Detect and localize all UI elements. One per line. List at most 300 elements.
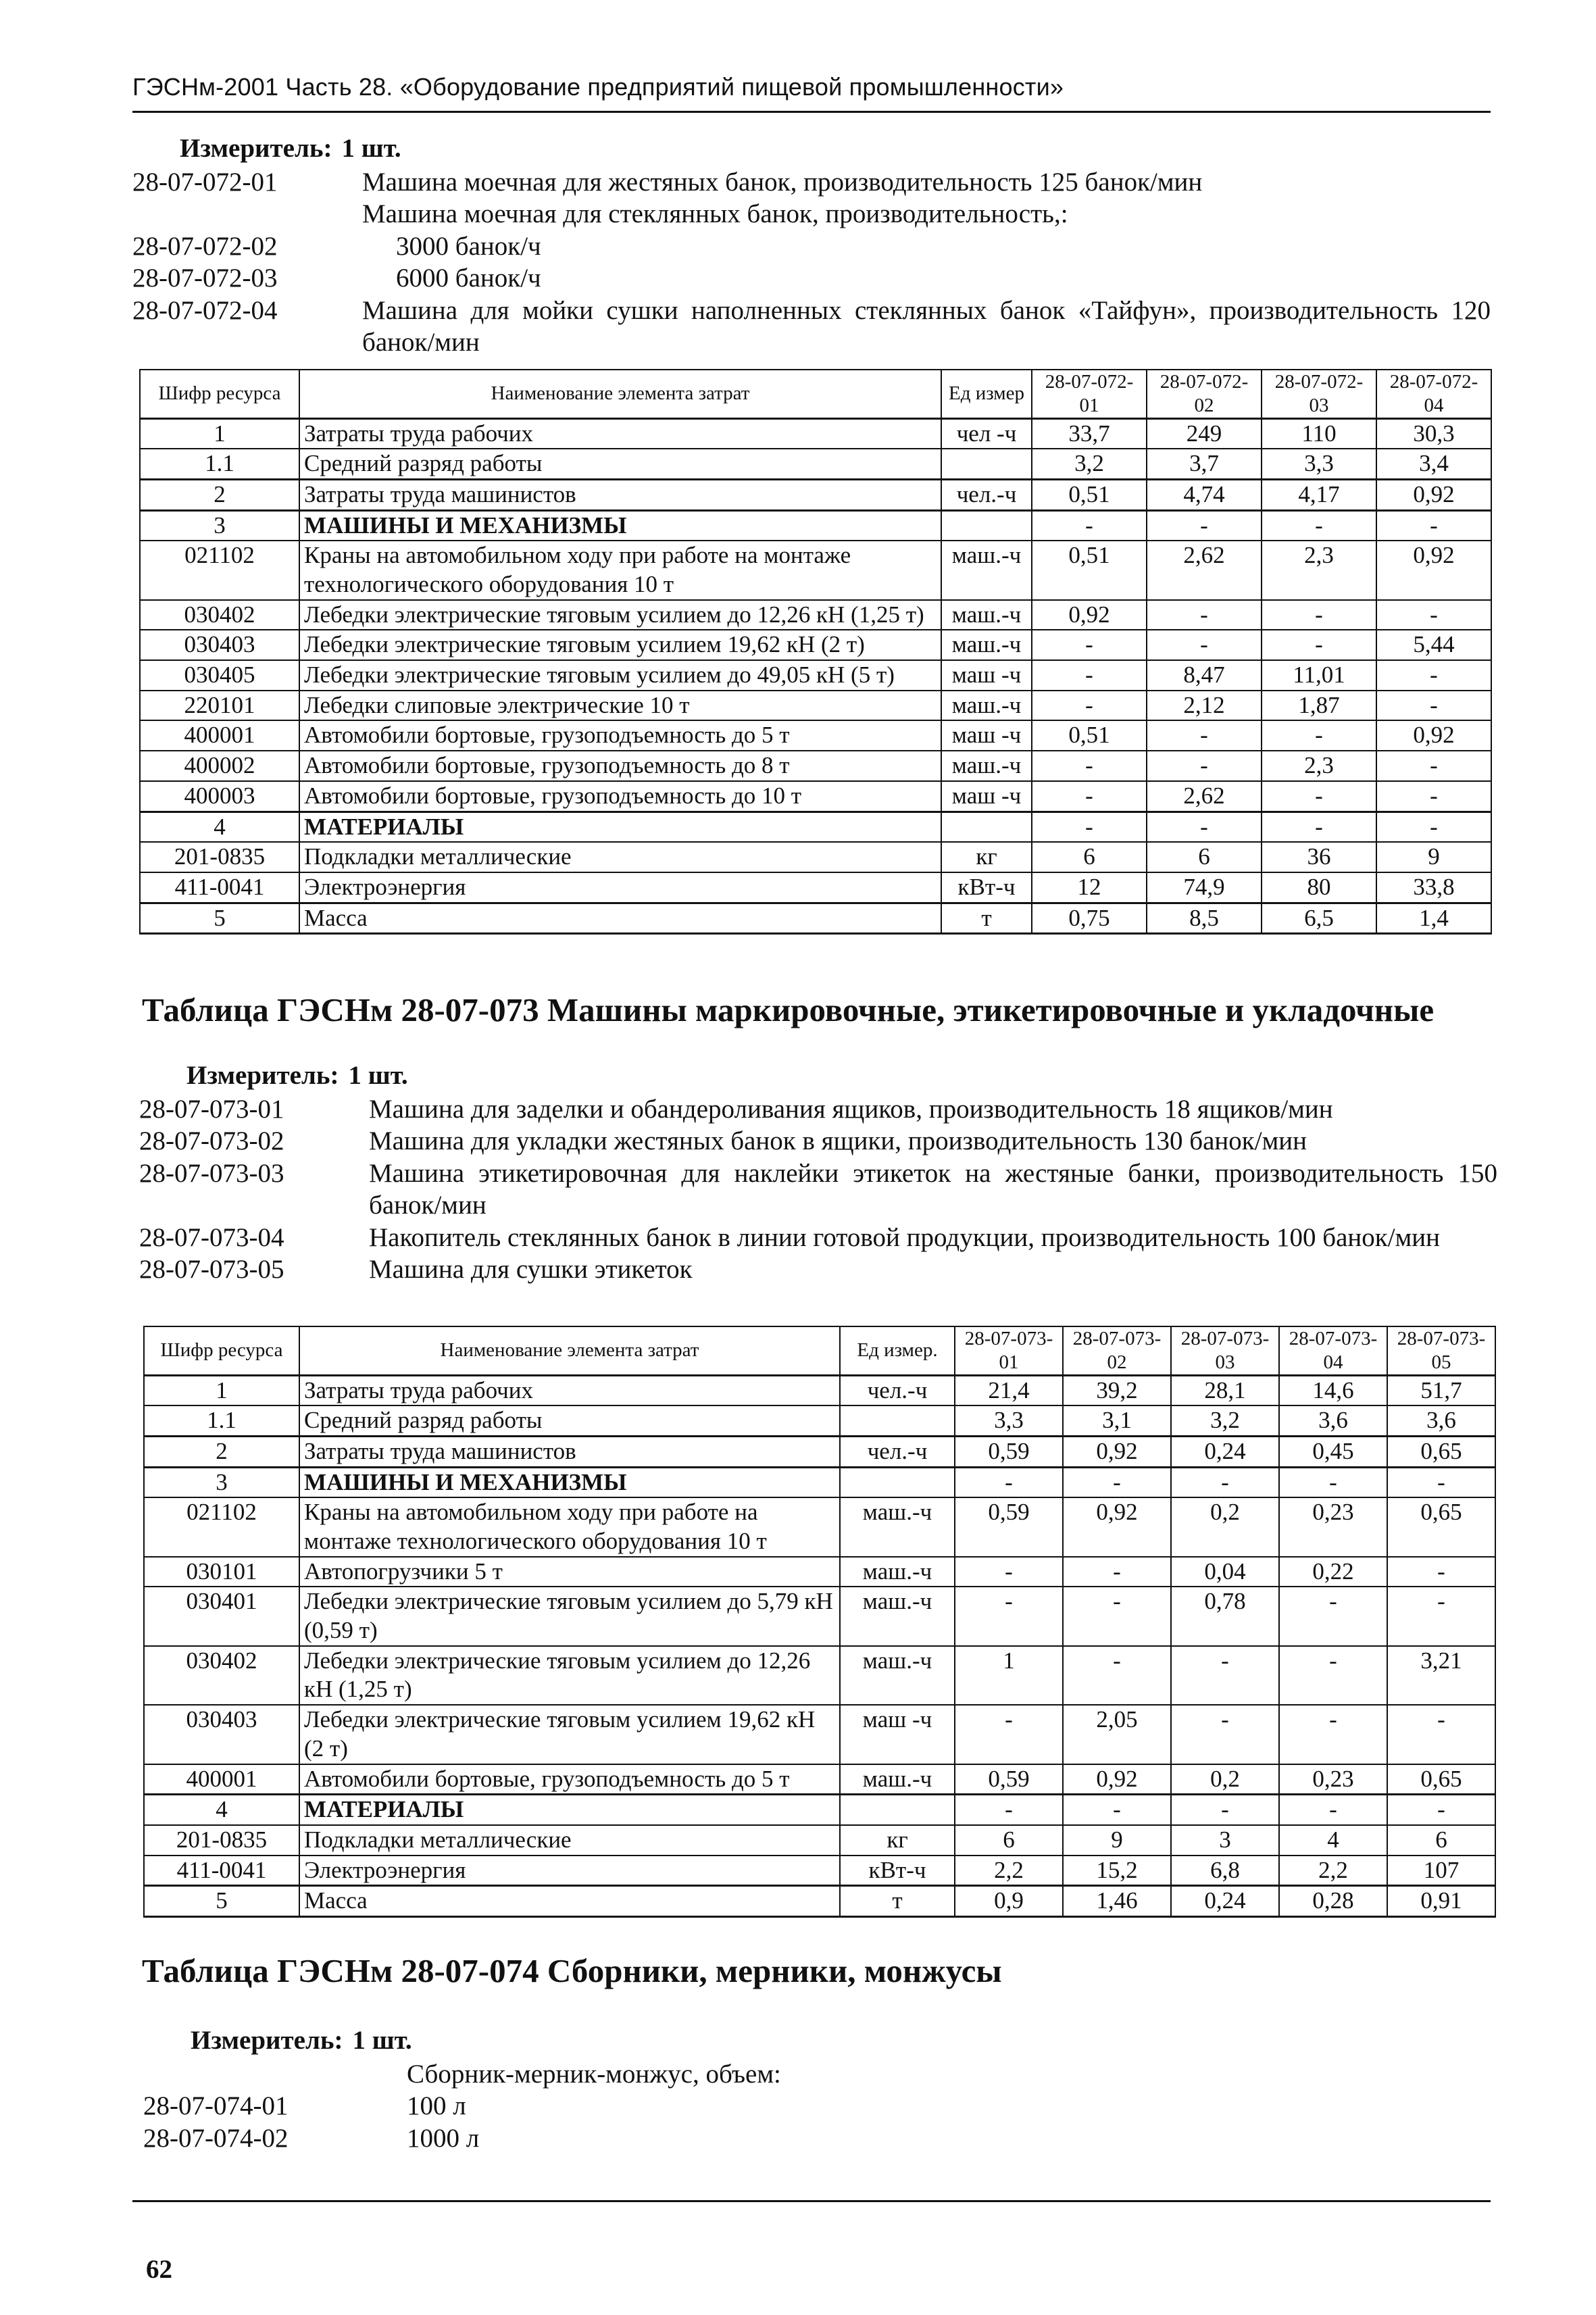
unit-cell: маш.-ч bbox=[840, 1587, 955, 1645]
unit-cell bbox=[840, 1467, 955, 1497]
item-description: Сборник-мерник-монжус, объем: bbox=[407, 2059, 781, 2089]
value-cell: 1,4 bbox=[1376, 903, 1491, 934]
meter-line bbox=[143, 2024, 1501, 2057]
item-row bbox=[132, 198, 1491, 230]
meter-label: Измеритель: bbox=[191, 2026, 343, 2055]
cost-element-cell: Лебедки электрические тяговым усилием 19,62 кН (2 т) bbox=[299, 630, 941, 660]
value-cell: - bbox=[1387, 1557, 1495, 1587]
value-cell: - bbox=[955, 1467, 1063, 1497]
value-cell: - bbox=[1262, 630, 1376, 660]
value-cell: 2,62 bbox=[1147, 781, 1262, 812]
value-cell: - bbox=[1147, 751, 1262, 781]
value-cell: - bbox=[1147, 630, 1262, 660]
value-cell: 0,51 bbox=[1032, 720, 1147, 751]
value-cell: 0,92 bbox=[1063, 1436, 1171, 1467]
value-cell: - bbox=[955, 1705, 1063, 1764]
column-header: 28-07-072-03 bbox=[1262, 370, 1376, 418]
table-row bbox=[140, 660, 1491, 691]
table-073-title: Таблица ГЭСНм 28-07-073 Машины маркировочные, этикетировочные и укладочные bbox=[142, 991, 1435, 1028]
item-description: Машина для мойки сушки наполненных стеклянных банок «Тайфун», производительность 120 банок/мин bbox=[362, 295, 1491, 357]
item-row bbox=[143, 2058, 1501, 2091]
cost-element-cell: Затраты труда рабочих bbox=[299, 418, 941, 449]
unit-cell: маш -ч bbox=[941, 781, 1032, 812]
cost-element-cell: Подкладки металлические bbox=[299, 1825, 840, 1856]
value-cell: 0,9 bbox=[955, 1886, 1063, 1917]
value-cell: 0,75 bbox=[1032, 903, 1147, 934]
table-row bbox=[144, 1467, 1495, 1497]
value-cell: 0,59 bbox=[955, 1436, 1063, 1467]
unit-cell: маш.-ч bbox=[840, 1497, 955, 1556]
value-cell: - bbox=[1262, 600, 1376, 630]
value-cell: - bbox=[955, 1795, 1063, 1825]
table-row bbox=[140, 691, 1491, 721]
value-cell: 14,6 bbox=[1279, 1375, 1387, 1405]
resource-code-cell: 030403 bbox=[144, 1705, 299, 1764]
value-cell: 4,74 bbox=[1147, 479, 1262, 510]
item-code: 28-07-073-04 bbox=[139, 1222, 284, 1252]
table-row bbox=[140, 600, 1491, 630]
value-cell: - bbox=[1387, 1587, 1495, 1645]
table-row bbox=[140, 630, 1491, 660]
item-code: 28-07-072-02 bbox=[132, 231, 278, 261]
resource-code-cell: 1.1 bbox=[140, 449, 299, 479]
table-row bbox=[144, 1587, 1495, 1645]
value-cell: 0,24 bbox=[1171, 1886, 1279, 1917]
item-row bbox=[143, 2122, 1501, 2155]
value-cell: 6 bbox=[955, 1825, 1063, 1856]
section-072-description bbox=[132, 132, 1491, 359]
value-cell: - bbox=[1279, 1705, 1387, 1764]
value-cell: - bbox=[1032, 751, 1147, 781]
table-row bbox=[140, 751, 1491, 781]
value-cell: 1,46 bbox=[1063, 1886, 1171, 1917]
value-cell: 8,47 bbox=[1147, 660, 1262, 691]
resource-code-cell: 3 bbox=[140, 510, 299, 541]
value-cell: - bbox=[1171, 1467, 1279, 1497]
item-description: Машина для укладки жестяных банок в ящики, производительность 130 банок/мин bbox=[369, 1126, 1307, 1156]
table-row bbox=[144, 1856, 1495, 1886]
value-cell: - bbox=[1171, 1795, 1279, 1825]
cost-element-cell: Масса bbox=[299, 903, 941, 934]
value-cell: - bbox=[1032, 660, 1147, 691]
cost-element-cell: Автопогрузчики 5 т bbox=[299, 1557, 840, 1587]
resource-code-cell: 1 bbox=[144, 1375, 299, 1405]
value-cell: - bbox=[1063, 1587, 1171, 1645]
meter-unit: 1 шт. bbox=[341, 134, 401, 163]
cost-element-cell: Затраты труда машинистов bbox=[299, 479, 941, 510]
item-description: Машина для сушки этикеток bbox=[369, 1255, 693, 1285]
resource-code-cell: 411-0041 bbox=[144, 1856, 299, 1886]
cost-element-cell: МАШИНЫ И МЕХАНИЗМЫ bbox=[299, 510, 941, 541]
cost-element-cell: Подкладки металлические bbox=[299, 842, 941, 872]
resource-code-cell: 1.1 bbox=[144, 1405, 299, 1436]
value-cell: - bbox=[1279, 1467, 1387, 1497]
value-cell: 21,4 bbox=[955, 1375, 1063, 1405]
column-header: 28-07-073-01 bbox=[955, 1326, 1063, 1375]
value-cell: 110 bbox=[1262, 418, 1376, 449]
value-cell: 2,3 bbox=[1262, 541, 1376, 599]
table-row bbox=[144, 1825, 1495, 1856]
item-description: Машина этикетировочная для наклейки этикеток на жестяные банки, производительность 150 банок/мин bbox=[369, 1158, 1497, 1220]
meter-line bbox=[132, 132, 1491, 165]
resource-code-cell: 201-0835 bbox=[144, 1825, 299, 1856]
value-cell: 3,6 bbox=[1279, 1405, 1387, 1436]
resource-code-cell: 1 bbox=[140, 418, 299, 449]
value-cell: 6,5 bbox=[1262, 903, 1376, 934]
item-code: 28-07-072-01 bbox=[132, 167, 278, 197]
resource-code-cell: 5 bbox=[144, 1886, 299, 1917]
item-code: 28-07-074-01 bbox=[143, 2091, 289, 2121]
section-073-description bbox=[139, 1060, 1497, 1286]
column-header: Ед измер. bbox=[840, 1326, 955, 1375]
resource-code-cell: 400001 bbox=[140, 720, 299, 751]
value-cell: 3,1 bbox=[1063, 1405, 1171, 1436]
unit-cell: чел.-ч bbox=[840, 1436, 955, 1467]
resource-code-cell: 220101 bbox=[140, 691, 299, 721]
value-cell: 0,92 bbox=[1376, 541, 1491, 599]
value-cell: - bbox=[1262, 781, 1376, 812]
value-cell: 0,2 bbox=[1171, 1764, 1279, 1795]
item-row bbox=[139, 1253, 1497, 1286]
value-cell: 0,22 bbox=[1279, 1557, 1387, 1587]
unit-cell: маш.-ч bbox=[941, 541, 1032, 599]
item-description: 1000 л bbox=[407, 2123, 480, 2153]
value-cell: - bbox=[1147, 720, 1262, 751]
value-cell: 3,6 bbox=[1387, 1405, 1495, 1436]
unit-cell bbox=[840, 1405, 955, 1436]
table-row bbox=[144, 1795, 1495, 1825]
value-cell: 8,5 bbox=[1147, 903, 1262, 934]
value-cell: 4 bbox=[1279, 1825, 1387, 1856]
table-row bbox=[140, 720, 1491, 751]
column-header: 28-07-073-04 bbox=[1279, 1326, 1387, 1375]
table-row bbox=[140, 872, 1491, 903]
value-cell: 6 bbox=[1032, 842, 1147, 872]
footer-rule bbox=[132, 2200, 1491, 2202]
table-row bbox=[144, 1497, 1495, 1556]
column-header: 28-07-072-04 bbox=[1376, 370, 1491, 418]
value-cell: - bbox=[1147, 812, 1262, 842]
resource-code-cell: 411-0041 bbox=[140, 872, 299, 903]
section-074-description bbox=[143, 2024, 1501, 2154]
value-cell: 0,24 bbox=[1171, 1436, 1279, 1467]
cost-element-cell: Автомобили бортовые, грузоподъемность до 10 т bbox=[299, 781, 941, 812]
cost-element-cell: Автомобили бортовые, грузоподъемность до 5 т bbox=[299, 1764, 840, 1795]
table-row bbox=[144, 1705, 1495, 1764]
column-header: Шифр ресурса bbox=[140, 370, 299, 418]
unit-cell: чел.-ч bbox=[941, 479, 1032, 510]
column-header: Наименование элемента затрат bbox=[299, 1326, 840, 1375]
cost-element-cell: МАТЕРИАЛЫ bbox=[299, 812, 941, 842]
cost-element-cell: Краны на автомобильном ходу при работе на монтаже технологического оборудования 10 т bbox=[299, 1497, 840, 1556]
resource-code-cell: 030402 bbox=[144, 1646, 299, 1705]
resource-code-cell: 400002 bbox=[140, 751, 299, 781]
resource-code-cell: 5 bbox=[140, 903, 299, 934]
value-cell: 9 bbox=[1376, 842, 1491, 872]
column-header: 28-07-073-05 bbox=[1387, 1326, 1495, 1375]
unit-cell: кВт-ч bbox=[840, 1856, 955, 1886]
value-cell: - bbox=[1376, 812, 1491, 842]
item-description: 6000 банок/ч bbox=[396, 264, 541, 293]
value-cell: 0,23 bbox=[1279, 1497, 1387, 1556]
item-row bbox=[139, 1125, 1497, 1158]
value-cell: 0,92 bbox=[1376, 720, 1491, 751]
item-code bbox=[132, 198, 335, 230]
item-list bbox=[143, 2058, 1501, 2155]
item-description: Машина для заделки и обандероливания ящиков, производительность 18 ящиков/мин bbox=[369, 1094, 1333, 1124]
value-cell: 6 bbox=[1147, 842, 1262, 872]
value-cell: 28,1 bbox=[1171, 1375, 1279, 1405]
value-cell: - bbox=[1262, 812, 1376, 842]
value-cell: 2,2 bbox=[955, 1856, 1063, 1886]
item-description: 100 л bbox=[407, 2091, 466, 2121]
meter-label: Измеритель: bbox=[180, 134, 332, 163]
cost-element-cell: Электроэнергия bbox=[299, 872, 941, 903]
unit-cell bbox=[941, 449, 1032, 479]
table-row bbox=[140, 903, 1491, 934]
unit-cell: маш.-ч bbox=[840, 1557, 955, 1587]
table-row bbox=[140, 418, 1491, 449]
item-code: 28-07-072-04 bbox=[132, 295, 278, 325]
value-cell: 2,62 bbox=[1147, 541, 1262, 599]
table-row bbox=[140, 479, 1491, 510]
cost-element-cell: Автомобили бортовые, грузоподъемность до 5 т bbox=[299, 720, 941, 751]
value-cell: - bbox=[1032, 812, 1147, 842]
value-cell: - bbox=[1171, 1705, 1279, 1764]
table-row bbox=[144, 1405, 1495, 1436]
value-cell: - bbox=[1376, 691, 1491, 721]
unit-cell bbox=[840, 1795, 955, 1825]
value-cell: - bbox=[1147, 510, 1262, 541]
value-cell: - bbox=[1376, 781, 1491, 812]
table-072 bbox=[139, 369, 1492, 935]
resource-code-cell: 4 bbox=[144, 1795, 299, 1825]
cost-element-cell: Автомобили бортовые, грузоподъемность до 8 т bbox=[299, 751, 941, 781]
value-cell: - bbox=[1032, 510, 1147, 541]
column-header: Наименование элемента затрат bbox=[299, 370, 941, 418]
table-row bbox=[140, 842, 1491, 872]
table-row bbox=[140, 449, 1491, 479]
value-cell: 0,92 bbox=[1032, 600, 1147, 630]
item-row bbox=[139, 1093, 1497, 1126]
value-cell: 2,2 bbox=[1279, 1856, 1387, 1886]
value-cell: 1,87 bbox=[1262, 691, 1376, 721]
table-row bbox=[144, 1764, 1495, 1795]
value-cell: - bbox=[1171, 1646, 1279, 1705]
value-cell: 2,05 bbox=[1063, 1705, 1171, 1764]
meter-unit: 1 шт. bbox=[352, 2026, 412, 2055]
value-cell: 6,8 bbox=[1171, 1856, 1279, 1886]
value-cell: 51,7 bbox=[1387, 1375, 1495, 1405]
value-cell: 12 bbox=[1032, 872, 1147, 903]
value-cell: 0,59 bbox=[955, 1764, 1063, 1795]
value-cell: 80 bbox=[1262, 872, 1376, 903]
value-cell: 0,92 bbox=[1376, 479, 1491, 510]
value-cell: 3,2 bbox=[1032, 449, 1147, 479]
value-cell: 3,21 bbox=[1387, 1646, 1495, 1705]
value-cell: 11,01 bbox=[1262, 660, 1376, 691]
unit-cell: т bbox=[941, 903, 1032, 934]
value-cell: 0,51 bbox=[1032, 541, 1147, 599]
value-cell: - bbox=[1063, 1467, 1171, 1497]
unit-cell bbox=[941, 812, 1032, 842]
value-cell: 2,3 bbox=[1262, 751, 1376, 781]
header-rule bbox=[132, 111, 1491, 113]
column-header: 28-07-073-03 bbox=[1171, 1326, 1279, 1375]
item-code: 28-07-074-02 bbox=[143, 2123, 289, 2153]
value-cell: - bbox=[1279, 1646, 1387, 1705]
resource-code-cell: 2 bbox=[144, 1436, 299, 1467]
item-description: Накопитель стеклянных банок в линии готовой продукции, производительность 100 банок/мин bbox=[369, 1222, 1440, 1252]
resource-code-cell: 4 bbox=[140, 812, 299, 842]
table-073 bbox=[143, 1326, 1496, 1918]
resource-code-cell: 030401 bbox=[144, 1587, 299, 1645]
unit-cell: кг bbox=[840, 1825, 955, 1856]
item-row bbox=[132, 166, 1491, 199]
cost-element-cell: Лебедки слиповые электрические 10 т bbox=[299, 691, 941, 721]
value-cell: - bbox=[1387, 1467, 1495, 1497]
cost-element-cell: Электроэнергия bbox=[299, 1856, 840, 1886]
value-cell: 0,04 bbox=[1171, 1557, 1279, 1587]
table-row bbox=[144, 1436, 1495, 1467]
value-cell: 3 bbox=[1171, 1825, 1279, 1856]
unit-cell: чел -ч bbox=[941, 418, 1032, 449]
item-code: 28-07-073-02 bbox=[139, 1126, 284, 1156]
resource-code-cell: 400003 bbox=[140, 781, 299, 812]
column-header: 28-07-073-02 bbox=[1063, 1326, 1171, 1375]
unit-cell: маш.-ч bbox=[941, 751, 1032, 781]
cost-element-cell: Лебедки электрические тяговым усилием 19,62 кН (2 т) bbox=[299, 1705, 840, 1764]
value-cell: - bbox=[1063, 1557, 1171, 1587]
table-row bbox=[144, 1886, 1495, 1917]
value-cell: 36 bbox=[1262, 842, 1376, 872]
value-cell: 0,78 bbox=[1171, 1587, 1279, 1645]
value-cell: 1 bbox=[955, 1646, 1063, 1705]
value-cell: - bbox=[1279, 1795, 1387, 1825]
cost-element-cell: МАТЕРИАЛЫ bbox=[299, 1795, 840, 1825]
unit-cell: кВт-ч bbox=[941, 872, 1032, 903]
value-cell: - bbox=[1279, 1587, 1387, 1645]
item-code bbox=[143, 2058, 346, 2091]
value-cell: - bbox=[1032, 691, 1147, 721]
value-cell: 33,8 bbox=[1376, 872, 1491, 903]
resource-code-cell: 400001 bbox=[144, 1764, 299, 1795]
value-cell: - bbox=[1387, 1795, 1495, 1825]
item-row bbox=[139, 1158, 1497, 1222]
item-row bbox=[132, 262, 1491, 295]
value-cell: 3,3 bbox=[1262, 449, 1376, 479]
value-cell: 15,2 bbox=[1063, 1856, 1171, 1886]
resource-code-cell: 030101 bbox=[144, 1557, 299, 1587]
unit-cell: чел.-ч bbox=[840, 1375, 955, 1405]
item-code: 28-07-073-05 bbox=[139, 1255, 284, 1285]
value-cell: - bbox=[1032, 781, 1147, 812]
resource-code-cell: 030405 bbox=[140, 660, 299, 691]
page-number: 62 bbox=[146, 2255, 172, 2284]
value-cell: - bbox=[1376, 600, 1491, 630]
column-header: Ед измер bbox=[941, 370, 1032, 418]
value-cell: 4,17 bbox=[1262, 479, 1376, 510]
meter-label: Измеритель: bbox=[186, 1061, 339, 1090]
resource-code-cell: 201-0835 bbox=[140, 842, 299, 872]
item-description: 3000 банок/ч bbox=[396, 231, 541, 261]
table-header bbox=[144, 1326, 1495, 1375]
value-cell: 0,65 bbox=[1387, 1764, 1495, 1795]
value-cell: 5,44 bbox=[1376, 630, 1491, 660]
value-cell: 33,7 bbox=[1032, 418, 1147, 449]
table-074-title: Таблица ГЭСНм 28-07-074 Сборники, мерники, монжусы bbox=[142, 1952, 1002, 1989]
value-cell: - bbox=[1147, 600, 1262, 630]
item-description: Машина моечная для стеклянных банок, производительность,: bbox=[362, 199, 1068, 229]
item-code: 28-07-073-01 bbox=[139, 1094, 284, 1124]
cost-element-cell: Средний разряд работы bbox=[299, 1405, 840, 1436]
unit-cell: маш -ч bbox=[840, 1705, 955, 1764]
value-cell: 0,51 bbox=[1032, 479, 1147, 510]
cost-element-cell: Лебедки электрические тяговым усилием до 12,26 кН (1,25 т) bbox=[299, 1646, 840, 1705]
resource-code-cell: 021102 bbox=[144, 1497, 299, 1556]
resource-code-cell: 2 bbox=[140, 479, 299, 510]
table-row bbox=[140, 541, 1491, 599]
unit-cell: маш.-ч bbox=[840, 1764, 955, 1795]
column-header: Шифр ресурса bbox=[144, 1326, 299, 1375]
value-cell: 0,65 bbox=[1387, 1436, 1495, 1467]
item-description: Машина моечная для жестяных банок, производительность 125 банок/мин bbox=[362, 167, 1203, 197]
table-body bbox=[140, 418, 1491, 934]
value-cell: 39,2 bbox=[1063, 1375, 1171, 1405]
table-row bbox=[144, 1646, 1495, 1705]
table-row bbox=[144, 1557, 1495, 1587]
value-cell: 3,4 bbox=[1376, 449, 1491, 479]
cost-element-cell: Затраты труда рабочих bbox=[299, 1375, 840, 1405]
table-body bbox=[144, 1375, 1495, 1916]
value-cell: - bbox=[1063, 1795, 1171, 1825]
unit-cell: кг bbox=[941, 842, 1032, 872]
value-cell: 0,91 bbox=[1387, 1886, 1495, 1917]
item-row bbox=[132, 295, 1491, 359]
resource-code-cell: 021102 bbox=[140, 541, 299, 599]
column-header: 28-07-072-02 bbox=[1147, 370, 1262, 418]
cost-element-cell: Средний разряд работы bbox=[299, 449, 941, 479]
meter-unit: 1 шт. bbox=[348, 1061, 408, 1090]
cost-element-cell: Лебедки электрические тяговым усилием до 5,79 кН (0,59 т) bbox=[299, 1587, 840, 1645]
item-row bbox=[143, 2090, 1501, 2122]
value-cell: 6 bbox=[1387, 1825, 1495, 1856]
value-cell: - bbox=[1376, 751, 1491, 781]
value-cell: 0,23 bbox=[1279, 1764, 1387, 1795]
value-cell: 30,3 bbox=[1376, 418, 1491, 449]
value-cell: 0,2 bbox=[1171, 1497, 1279, 1556]
value-cell: - bbox=[1063, 1646, 1171, 1705]
value-cell: 0,59 bbox=[955, 1497, 1063, 1556]
unit-cell: маш.-ч bbox=[840, 1646, 955, 1705]
value-cell: - bbox=[1262, 510, 1376, 541]
value-cell: 0,28 bbox=[1279, 1886, 1387, 1917]
column-header: 28-07-072-01 bbox=[1032, 370, 1147, 418]
unit-cell: маш.-ч bbox=[941, 630, 1032, 660]
cost-element-cell: Лебедки электрические тяговым усилием до 12,26 кН (1,25 т) bbox=[299, 600, 941, 630]
value-cell: 74,9 bbox=[1147, 872, 1262, 903]
cost-element-cell: Лебедки электрические тяговым усилием до 49,05 кН (5 т) bbox=[299, 660, 941, 691]
value-cell: 107 bbox=[1387, 1856, 1495, 1886]
item-code: 28-07-073-03 bbox=[139, 1158, 284, 1188]
table-row bbox=[140, 812, 1491, 842]
table-row bbox=[140, 510, 1491, 541]
unit-cell: т bbox=[840, 1886, 955, 1917]
item-list bbox=[139, 1093, 1497, 1286]
value-cell: - bbox=[1376, 660, 1491, 691]
unit-cell: маш -ч bbox=[941, 660, 1032, 691]
unit-cell: маш.-ч bbox=[941, 600, 1032, 630]
